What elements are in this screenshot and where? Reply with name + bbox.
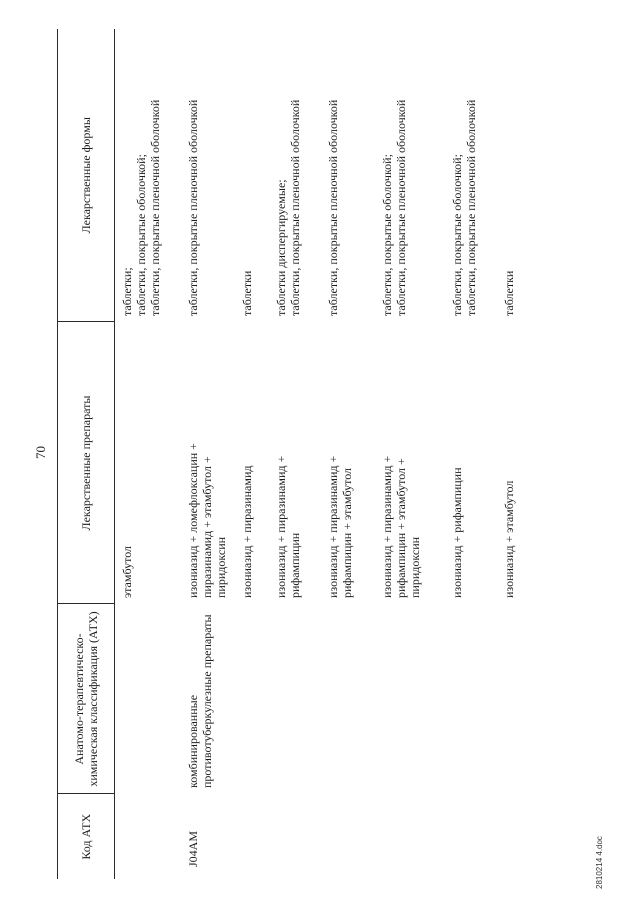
drug-name: изониазид + рифампицин (450, 467, 464, 598)
atc-code-cell (115, 794, 187, 879)
dosage-form: таблетки диспергируемые; (274, 179, 288, 316)
table-row (502, 29, 556, 879)
dosage-form: таблетки (240, 270, 254, 316)
drug-cell (115, 322, 187, 604)
dosage-form-cell (502, 29, 556, 322)
classification-name: комбинированные (186, 694, 200, 788)
drug-cell (186, 322, 240, 604)
document-filename: 2810214 4.doc (595, 836, 604, 889)
drug-cell (326, 322, 380, 604)
drug-name: этамбутол (120, 545, 134, 598)
drug-cell (502, 322, 556, 604)
dosage-form: таблетки, покрытые пленочной оболочкой (186, 99, 200, 316)
table-header-row (58, 29, 115, 879)
classification-cell (380, 604, 450, 794)
atc-code-cell (240, 794, 274, 879)
dosage-form-cell (240, 29, 274, 322)
table-row (240, 29, 274, 879)
header-drugs: Лекарственные препараты (58, 322, 115, 604)
drug-cell (450, 322, 502, 604)
drug-name: изониазид + ломефлоксацин + (186, 443, 200, 598)
page-number: 70 (33, 446, 48, 459)
table-row (274, 29, 326, 879)
dosage-form-cell (274, 29, 326, 322)
dosage-form-cell (380, 29, 450, 322)
header-dosage-forms: Лекарственные формы (58, 29, 115, 322)
drug-name: рифампицин + этамбутол (340, 467, 354, 598)
atc-code-cell (186, 794, 240, 879)
dosage-form: таблетки, покрытые пленочной оболочкой (394, 99, 408, 316)
drug-name: изониазид + пиразинамид + (326, 455, 340, 598)
drug-name: рифампицин + этамбутол + (394, 458, 408, 598)
drug-name: пиридоксин (408, 536, 422, 598)
dosage-form-cell (326, 29, 380, 322)
dosage-form-cell (450, 29, 502, 322)
classification-cell (115, 604, 187, 794)
dosage-form: таблетки; (120, 267, 134, 316)
dosage-form: таблетки, покрытые пленочной оболочкой (326, 99, 340, 316)
classification-cell (186, 604, 240, 794)
dosage-form: таблетки, покрытые оболочкой; (134, 154, 148, 316)
drug-name: изониазид + пиразинамид (240, 465, 254, 598)
drug-cell (380, 322, 450, 604)
dosage-form-cell (186, 29, 240, 322)
atc-code: J04AM (186, 830, 200, 867)
classification-cell (326, 604, 380, 794)
drug-cell (240, 322, 274, 604)
header-atc-code: Код АТХ (58, 794, 115, 879)
classification-cell (450, 604, 502, 794)
drug-name: пиридоксин (214, 536, 228, 598)
drug-name: изониазид + этамбутол (502, 480, 516, 598)
atc-code-cell (450, 794, 502, 879)
classification-name: противотуберкулезные препараты (200, 614, 214, 788)
dosage-form: таблетки, покрытые пленочной оболочкой (148, 99, 162, 316)
table-row (380, 29, 450, 879)
classification-cell (240, 604, 274, 794)
atc-code-cell (274, 794, 326, 879)
atc-table (57, 29, 556, 879)
table-row (115, 29, 187, 879)
dosage-form: таблетки (502, 270, 516, 316)
atc-code-cell (326, 794, 380, 879)
dosage-form: таблетки, покрытые оболочкой; (380, 154, 394, 316)
classification-cell (274, 604, 326, 794)
classification-cell (502, 604, 556, 794)
drug-name: изониазид + пиразинамид + (380, 455, 394, 598)
dosage-form: таблетки, покрытые оболочкой; (450, 154, 464, 316)
header-atc-classification: Анатомо-терапевтическо-химическая классификация (АТХ) (58, 604, 115, 794)
dosage-form-cell (115, 29, 187, 322)
drug-name: пиразинамид + этамбутол + (200, 456, 214, 598)
drug-name: рифампицин (288, 532, 302, 598)
table-row (186, 29, 240, 879)
dosage-form: таблетки, покрытые пленочной оболочкой (464, 99, 478, 316)
dosage-form: таблетки, покрытые пленочной оболочкой (288, 99, 302, 316)
drug-name: изониазид + пиразинамид + (274, 455, 288, 598)
table-row (326, 29, 380, 879)
atc-code-cell (380, 794, 450, 879)
drug-cell (274, 322, 326, 604)
atc-code-cell (502, 794, 556, 879)
table-row (450, 29, 502, 879)
